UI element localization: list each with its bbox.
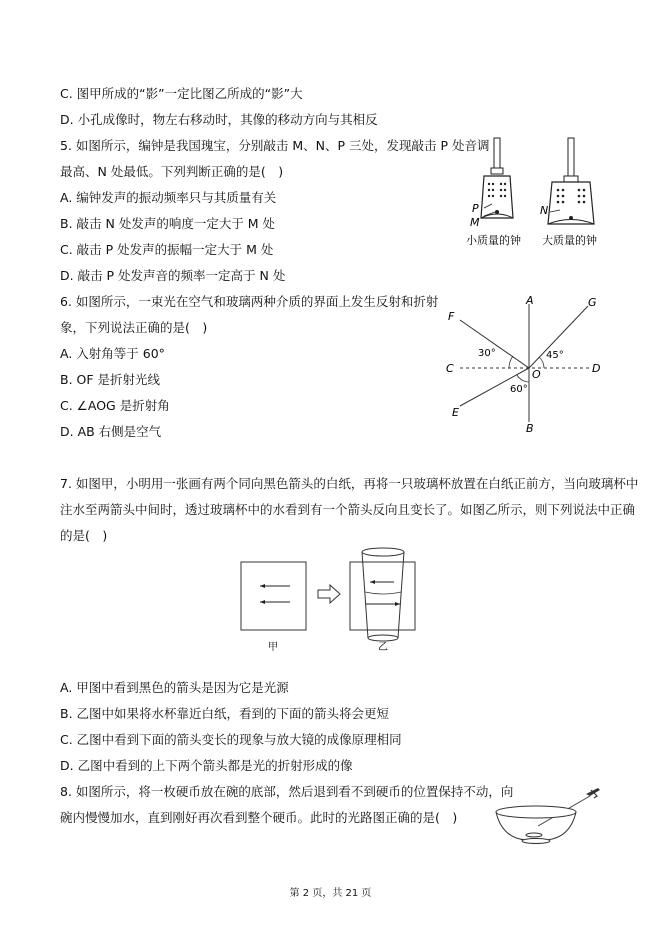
bowl-coin-figure xyxy=(494,782,624,848)
option-d-q5: D. 敲击 P 处发声音的频率一定高于 N 处 xyxy=(60,268,286,283)
option-b-q6: B. OF 是折射光线 xyxy=(60,372,161,387)
angle-45-label: 45° xyxy=(546,350,564,361)
coin-icon xyxy=(526,833,542,837)
question-5-stem-2: 最高、N 处最低。下列判断正确的是( ) xyxy=(60,164,284,179)
large-bell-caption: 大质量的钟 xyxy=(542,234,597,247)
figure-jia-label: 甲 xyxy=(268,642,278,653)
option-d-q7: D. 乙图中看到的上下两个箭头都是光的折射形成的像 xyxy=(60,758,353,773)
arrow-glass-figure xyxy=(238,546,418,656)
reflection-refraction-diagram xyxy=(440,294,610,434)
question-8-stem-1: 8. 如图所示，将一枚硬币放在碗的底部，然后退到看不到硬币的位置保持不动，向 xyxy=(60,784,514,799)
point-p-label: P xyxy=(472,202,479,215)
question-7-stem-3: 的是( ) xyxy=(60,528,108,543)
option-a-q5: A. 编钟发声的振动频率只与其质量有关 xyxy=(60,190,277,205)
label-d: D xyxy=(592,362,601,375)
label-e: E xyxy=(452,406,459,419)
question-6-stem-2: 象，下列说法正确的是( ) xyxy=(60,320,208,335)
point-m-label: M xyxy=(470,216,480,229)
question-7-stem-2: 注水至两箭头中间时，透过玻璃杯中的水看到有一个箭头反向且变长了。如图乙所示，则下列说法中正确 xyxy=(60,502,636,517)
option-c-q5: C. 敲击 P 处发声的振幅一定大于 M 处 xyxy=(60,242,274,257)
right-arrow-icon xyxy=(318,585,340,603)
label-o: O xyxy=(532,368,541,381)
small-bell-icon xyxy=(481,138,513,218)
option-c-q6: C. ∠AOG 是折射角 xyxy=(60,398,170,413)
option-c-q4: C. 图甲所成的“影”一定比图乙所成的“影”大 xyxy=(60,86,303,101)
label-b: B xyxy=(526,422,534,435)
angle-30-label: 30° xyxy=(478,348,496,359)
label-g: G xyxy=(588,296,597,309)
bowl-icon xyxy=(496,806,576,844)
large-bell-icon xyxy=(548,138,594,224)
option-d-q6: D. AB 右侧是空气 xyxy=(60,424,162,439)
bell-figure xyxy=(460,138,610,248)
small-bell-caption: 小质量的钟 xyxy=(466,234,521,247)
option-b-q7: B. 乙图中如果将水杯靠近白纸，看到的下面的箭头将会更短 xyxy=(60,706,390,721)
figure-yi-label: 乙 xyxy=(378,642,388,653)
option-b-q5: B. 敲击 N 处发声的响度一定大于 M 处 xyxy=(60,216,276,231)
question-6-stem-1: 6. 如图所示，一束光在空气和玻璃两种介质的界面上发生反射和折射 xyxy=(60,294,439,309)
question-8-stem-2: 碗内慢慢加水，直到刚好再次看到整个硬币。此时的光路图正确的是( ) xyxy=(60,810,458,825)
point-n-label: N xyxy=(540,204,549,217)
angle-60-label: 60° xyxy=(510,384,528,395)
question-7-stem-1: 7. 如图甲，小明用一张画有两个同向黑色箭头的白纸，再将一只玻璃杯放置在白纸正前方，当向玻璃杯中 xyxy=(60,476,639,491)
option-d-q4: D. 小孔成像时，物左右移动时，其像的移动方向与其相反 xyxy=(60,112,378,127)
page-footer: 第 2 页，共 21 页 xyxy=(289,888,372,899)
eye-icon xyxy=(586,788,600,798)
option-a-q6: A. 入射角等于 60° xyxy=(60,346,165,361)
label-c: C xyxy=(446,362,454,375)
label-a: A xyxy=(526,294,534,307)
label-f: F xyxy=(448,310,455,323)
option-a-q7: A. 甲图中看到黑色的箭头是因为它是光源 xyxy=(60,680,289,695)
option-c-q7: C. 乙图中看到下面的箭头变长的现象与放大镜的成像原理相同 xyxy=(60,732,402,747)
question-5-stem-1: 5. 如图所示，编钟是我国瑰宝，分别敲击 M、N、P 三处，发现敲击 P 处音调 xyxy=(60,138,490,153)
